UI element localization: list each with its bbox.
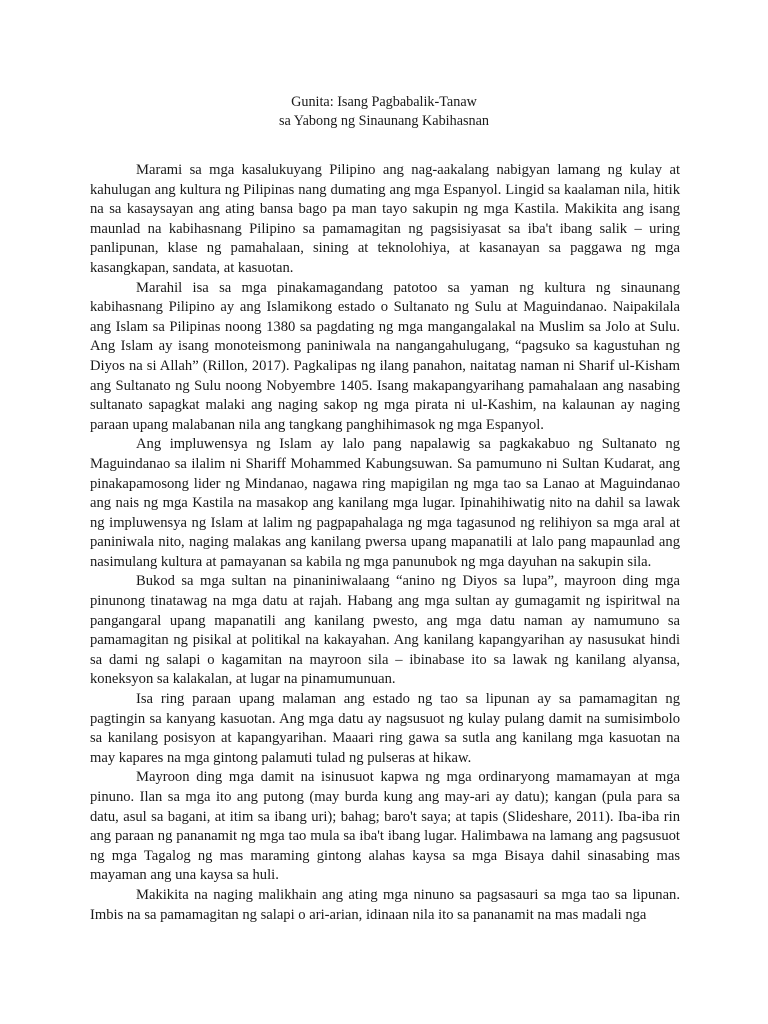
paragraph-6: Mayroon ding mga damit na isinusuot kapwa ng mga ordinaryong mamamayan at mga pinuno. Ilan sa mga ito ang putong (may burda kung ang may-ari ay datu); kangan (pula para sa datu, asul sa bagani, at itim sa ibang uri); bahag; baro't saya; at tapis (Slideshare, 2011). Iba-iba rin ang paraan ng pananamit ng mga tao mula sa iba't ibang lugar. Halimbawa na lamang ang pagsusuot ng mga Tagalog ng mas maraming gintong alahas kaysa sa mga Bisaya dahil sinasabing mas mayaman ang una kaysa sa huli.: [90, 769, 680, 884]
paragraph-5: Isa ring paraan upang malaman ang estado ng tao sa lipunan ay sa pamamagitan ng pagtingin sa kanyang kasuotan. Ang mga datu ay nagsusuot ng kulay pulang damit na sumisimbolo sa kanilang posisyon at kapangyarihan. Maaari ring gawa sa sutla ang kanilang mga kasuotan na may kapares na mga gintong palamuti tulad ng pulseras at hikaw.: [90, 691, 680, 766]
paragraph-3: Ang impluwensya ng Islam ay lalo pang napalawig sa pagkakabuo ng Sultanato ng Maguindanao sa ilalim ni Shariff Mohammed Kabungsuwan. Sa pamumuno ni Sultan Kudarat, ang pinakapamosong lider ng Mindanao, nagawa ring mapigilan ng mga tao sa Lanao at Maguindanao ang nais ng mga Kastila na masakop ang kanilang mga lugar. Ipinahihiwatig nito na dahil sa lawak ng impluwensya ng Islam at lalim ng pagpapahalaga ng mga tagasunod ng relihiyon sa mga aral at paniniwala nito, naging malakas ang kanilang pwersa upang mapanatili at lalo pang mapaunlad ang nasimulang kultura at pamayanan sa kabila ng mga panunubok ng mga dayuhan na sakupin sila.: [90, 436, 680, 570]
paragraph-2: Marahil isa sa mga pinakamagandang patotoo sa yaman ng kultura ng sinaunang kabihasnang Pilipino ay ang Islamikong estado o Sultanato ng Sulu at Maguindanao. Naipakilala ang Islam sa Pilipinas noong 1380 sa pagdating ng mga mangangalakal na Muslim sa Jolo at Sulu. Ang Islam ay isang monoteismong paniniwala na nangangahulugang, “pagsuko sa kagustuhan ng Diyos na si Allah” (Rillon, 2017). Pagkalipas ng ilang panahon, naitatag naman ni Sharif ul-Kisham ang Sultanato ng Sulu noong Nobyembre 1405. Isang makapangyarihang pamahalaan ang nasabing sultanato sapagkat malaki ang naging sakop ng mga pirata ni ul-Kashim, na kalaunan ay naging paraan upang malabanan nila ang tangkang panghihimasok ng mga Espanyol.: [90, 279, 680, 433]
document-body: [90, 161, 680, 925]
paragraph-1: Marami sa mga kasalukuyang Pilipino ang nag-aakalang nabigyan lamang ng kulay at kahulugan ang kultura ng Pilipinas nang dumating ang mga Espanyol. Lingid sa kaalaman nila, hitik na sa kasaysayan ang ating bansa bago pa man tayo sakupin ng mga Kastila. Makikita ang isang maunlad na kabihasnang Pilipino sa pamamagitan ng pagsisiyasat sa iba't ibang salik – uring panlipunan, klase ng pamahalaan, sining at teknolohiya, at kasanayan sa paggawa ng mga kasangkapan, sandata, at kasuotan.: [90, 162, 680, 276]
title-line-1: Gunita: Isang Pagbabalik-Tanaw: [291, 94, 477, 110]
paragraph-4: Bukod sa mga sultan na pinaniniwalaang “anino ng Diyos sa lupa”, mayroon ding mga pinunong tinatawag na mga datu at rajah. Habang ang mga sultan ay gumagamit ng ispiritwal na pangangaral upang mapanatili ang kanilang pwesto, ang mga datu naman ay namumuno sa pamamagitan ng pisikal at politikal na kakayahan. Ang kanilang kapangyarihan ay nasusukat hindi sa dami ng salapi o kagamitan na mayroon sila – ibinabase ito sa lawak ng kanilang alyansa, koneksyon sa kalakalan, at lugar na pinamumunuan.: [90, 573, 680, 688]
paragraph-7: Makikita na naging malikhain ang ating mga ninuno sa pagsasauri sa mga tao sa lipunan. Imbis na sa pamamagitan ng salapi o ari-arian, idinaan nila ito sa pananamit na mas madali nga: [90, 886, 680, 923]
title-line-2: sa Yabong ng Sinaunang Kabihasnan: [278, 113, 490, 129]
document-title: [0, 93, 768, 131]
